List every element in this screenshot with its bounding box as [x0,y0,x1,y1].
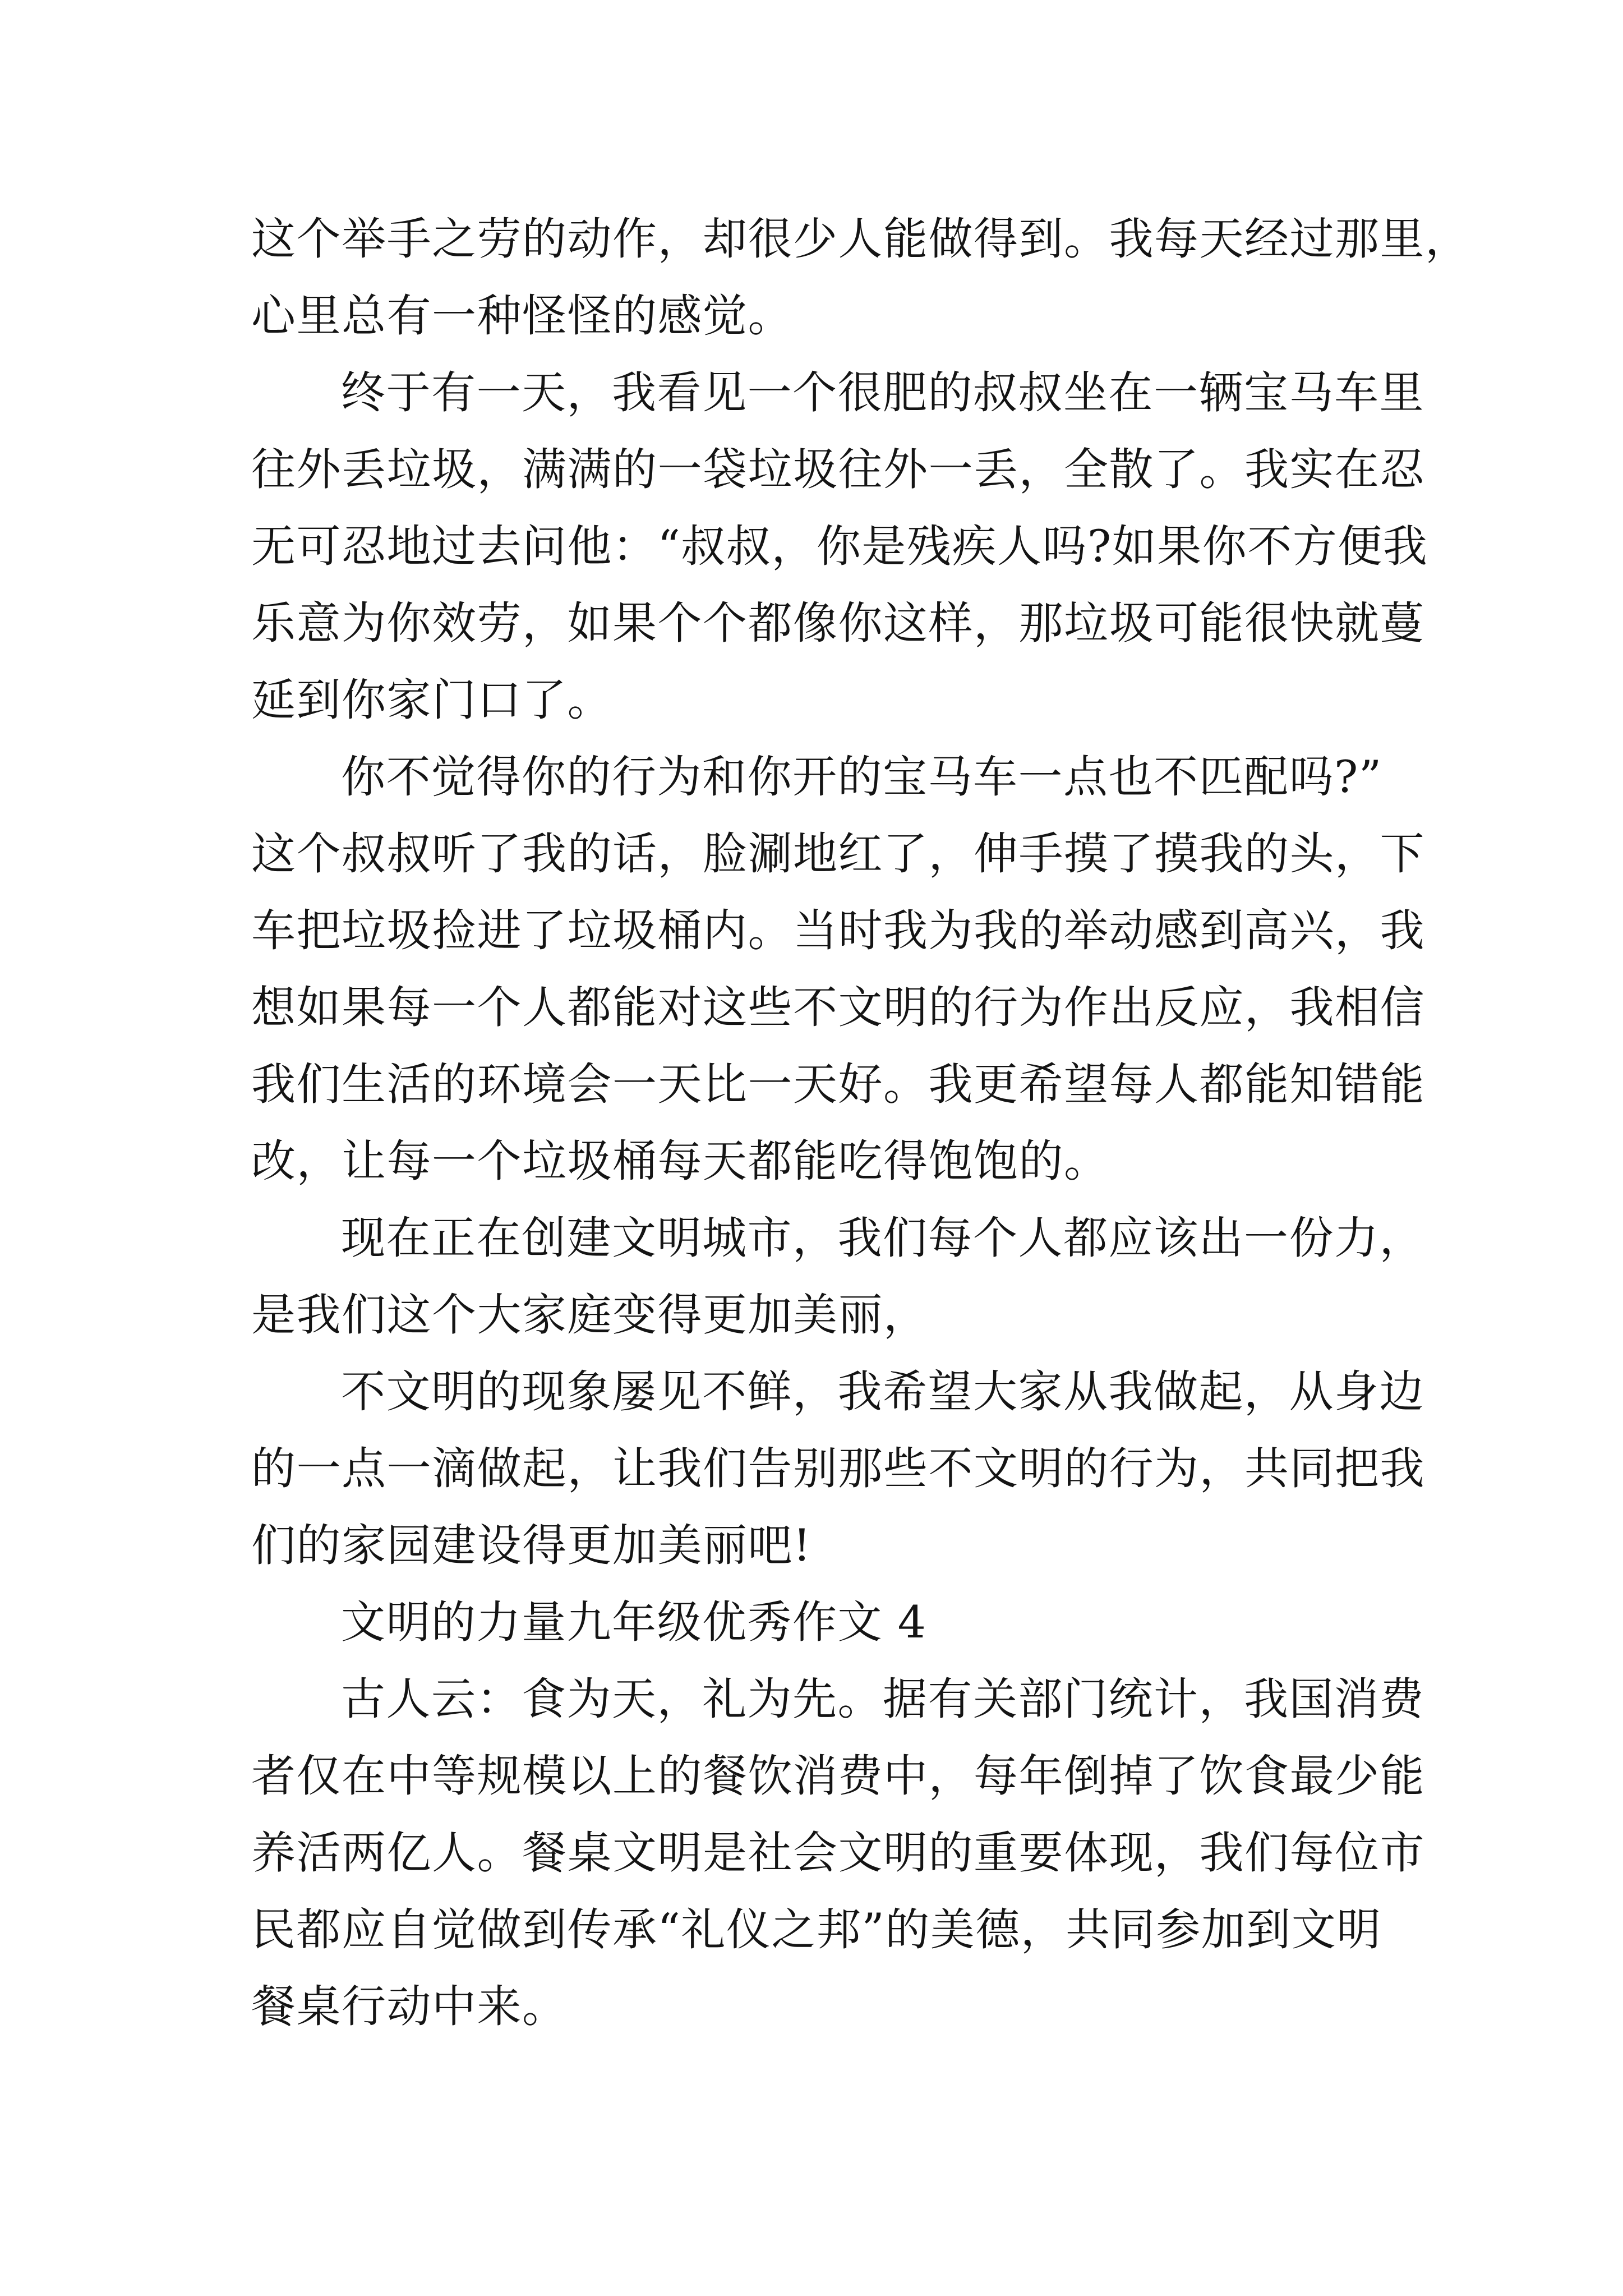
text-line: 餐桌行动中来。 [251,1981,568,2032]
text-line: 的一点一滴做起，让我们告别那些不文明的行为，共同把我 [251,1443,1425,1494]
text-line: 乐意为你效劳，如果个个都像你这样，那垃圾可能很快就蔓 [251,597,1425,649]
section-heading [251,1584,1390,1661]
paragraph [251,1661,1425,2045]
text-line: 往外丢垃圾，满满的一袋垃圾往外一丢，全散了。我实在忍 [251,444,1425,495]
paragraph [251,739,1425,1200]
text-line: 这个叔叔听了我的话，脸涮地红了，伸手摸了摸我的头，下 [251,828,1425,880]
text-line: 现在正在创建文明城市，我们每个人都应该出一份力， [341,1212,1424,1264]
text-line: 改，让每一个垃圾桶每天都能吃得饱饱的。 [251,1135,1109,1187]
text-line: 是我们这个大家庭变得更加美丽， [251,1289,929,1341]
paragraph [251,1200,1424,1354]
text-line: 延到你家门口了。 [251,674,612,726]
text-line: 车把垃圾捡进了垃圾桶内。当时我为我的举动感到高兴，我 [251,905,1425,956]
text-line: 你不觉得你的行为和你开的宝马车一点也不匹配吗?” [341,751,1382,803]
text-line: 终于有一天，我看见一个很肥的叔叔坐在一辆宝马车里 [341,367,1424,418]
text-line: 我们生活的环境会一天比一天好。我更希望每人都能知错能 [251,1059,1425,1110]
text-line: 不文明的现象屡见不鲜，我希望大家从我做起，从身边 [341,1366,1424,1418]
text-line: 养活两亿人。餐桌文明是社会文明的重要体现，我们每位市 [251,1827,1425,1879]
text-line: 民都应自觉做到传承“礼仪之邦”的美德，共同参加到文明 [251,1904,1382,1955]
text-line: 者仅在中等规模以上的餐饮消费中，每年倒掉了饮食最少能 [251,1750,1425,1802]
paragraph [251,355,1428,739]
text-line: 古人云：食为天，礼为先。据有关部门统计，我国消费 [341,1673,1424,1725]
text-line: 这个举手之劳的动作，却很少人能做得到。我每天经过那里， [251,213,1470,265]
text-line: 想如果每一个人都能对这些不文明的行为作出反应，我相信 [251,982,1425,1033]
text-line: 心里总有一种怪怪的感觉。 [251,290,793,342]
text-line: 无可忍地过去问他：“叔叔，你是残疾人吗?如果你不方便我 [251,521,1428,572]
text-line: 们的家园建设得更加美丽吧! [251,1520,812,1571]
document-body [251,201,1470,2045]
paragraph [251,201,1470,355]
heading-line: 文明的力量九年级优秀作文 4 [341,1596,927,1648]
paragraph [251,1354,1425,1584]
